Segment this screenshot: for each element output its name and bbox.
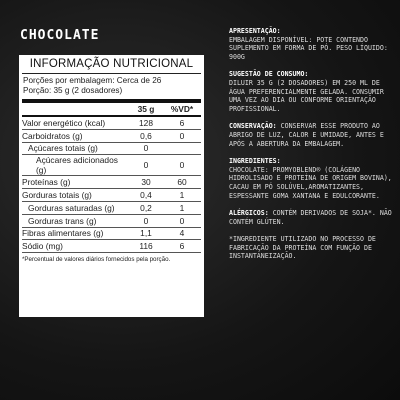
allergens-section <box>229 209 399 226</box>
row-amount: 30 <box>129 176 163 189</box>
row-amount: 0 <box>129 142 163 155</box>
usage-section <box>229 70 399 113</box>
table-footnote: *Percentual de valores diários fornecidos pela porção. <box>22 256 171 264</box>
row-vd: 0 <box>163 129 201 142</box>
row-label: Gorduras totais (g) <box>22 189 129 202</box>
table-row <box>22 155 201 176</box>
header-vd: %VD* <box>163 103 201 116</box>
ingredients-text: CHOCOLATE: PROMYOBLEND® (COLÁGENO HIDROLISADO E PROTEÍNA DE ORIGEM BOVINA), CACAU EM PÓ SOLÚVEL,AROMATIZANTES, ESPESSANTE GOMA XANTANA E EDULCORANTE. <box>229 165 392 200</box>
row-vd: 0 <box>163 155 201 176</box>
ingredient-note: *INGREDIENTE UTILIZADO NO PROCESSO DE FABRICAÇÃO DA PROTEÍNA COM FUNÇÃO DE INSTANTANEIZAÇÃO. <box>229 235 376 261</box>
allergens-text: CONTÉM DERIVADOS DE SOJA*. NÃO CONTÉM GLÚTEN. <box>229 209 392 226</box>
row-amount: 0,4 <box>129 189 163 202</box>
table-row <box>22 240 201 253</box>
row-amount: 1,1 <box>129 227 163 240</box>
row-vd: 1 <box>163 201 201 214</box>
table-row <box>22 116 201 129</box>
nutrition-title: INFORMAÇÃO NUTRICIONAL <box>22 55 201 74</box>
nutrients-table <box>22 103 201 253</box>
table-row <box>22 176 201 189</box>
row-label: Gorduras trans (g) <box>22 214 129 227</box>
row-vd: 0 <box>163 214 201 227</box>
flavor-title: CHOCOLATE <box>20 28 100 43</box>
row-vd: 6 <box>163 116 201 129</box>
row-label: Açúcares totais (g) <box>22 142 129 155</box>
product-info-column <box>229 27 399 270</box>
ingredients-heading: INGREDIENTES: <box>229 157 281 166</box>
table-row <box>22 214 201 227</box>
row-vd: 4 <box>163 227 201 240</box>
table-row <box>22 227 201 240</box>
row-vd: 1 <box>163 189 201 202</box>
table-row <box>22 201 201 214</box>
header-amount: 35 g <box>129 103 163 116</box>
row-label: Açúcares adicionados (g) <box>22 155 129 176</box>
table-row <box>22 129 201 142</box>
servings-per-package: Porções por embalagem: Cerca de 26 <box>23 76 162 85</box>
row-label: Proteínas (g) <box>22 176 129 189</box>
row-amount: 128 <box>129 116 163 129</box>
presentation-heading: APRESENTAÇÃO: <box>229 27 281 35</box>
table-row <box>22 142 201 155</box>
serving-info <box>22 74 201 99</box>
row-amount: 0,2 <box>129 201 163 214</box>
table-row <box>22 189 201 202</box>
row-vd: 6 <box>163 240 201 253</box>
allergens-heading: ALÉRGICOS: <box>229 209 269 218</box>
row-label: Fibras alimentares (g) <box>22 227 129 240</box>
row-label: Gorduras saturadas (g) <box>22 201 129 214</box>
header-blank <box>22 103 129 116</box>
row-amount: 0 <box>129 155 163 176</box>
nutrition-facts-table <box>19 55 204 317</box>
row-label: Sódio (mg) <box>22 240 129 253</box>
row-label: Carboidratos (g) <box>22 129 129 142</box>
row-label: Valor energético (kcal) <box>22 116 129 129</box>
presentation-text: EMBALAGEM DISPONÍVEL: POTE CONTENDO SUPLEMENTO EM FORMA DE PÓ. PESO LÍQUIDO: 900G <box>229 35 388 61</box>
usage-heading: SUGESTÃO DE CONSUMO: <box>229 70 309 79</box>
storage-section <box>229 122 399 148</box>
row-vd: 60 <box>163 176 201 189</box>
row-amount: 0 <box>129 214 163 227</box>
presentation-section <box>229 27 399 61</box>
row-vd <box>163 142 201 155</box>
portion-size: Porção: 35 g (2 dosadores) <box>23 86 123 95</box>
ingredients-section <box>229 157 399 200</box>
storage-heading: CONSERVAÇÃO: <box>229 122 277 131</box>
usage-text: DILUIR 35 G (2 DOSADORES) EM 250 ML DE ÁGUA PREFERENCIALMENTE GELADA. CONSUMIR UMA VEZ AO DIA OU CONFORME ORIENTAÇÃO PROFISSIONAL. <box>229 78 384 113</box>
table-header <box>22 103 201 116</box>
row-amount: 116 <box>129 240 163 253</box>
row-amount: 0,6 <box>129 129 163 142</box>
storage-text: CONSERVAR ESSE PRODUTO AO ABRIGO DE LUZ, CALOR E UMIDADE, ANTES E APÓS A ABERTURA DA EMBALAGEM. <box>229 122 384 148</box>
